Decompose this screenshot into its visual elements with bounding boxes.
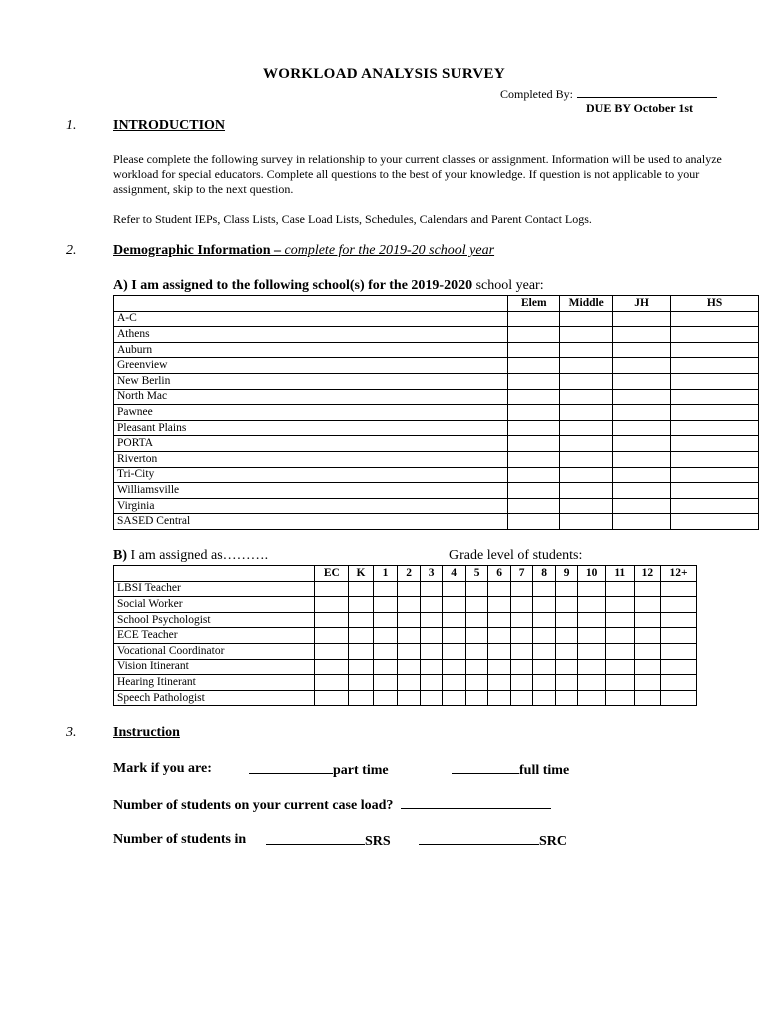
assignment-checkbox-cell[interactable] — [533, 581, 556, 597]
grade-level-label: Grade level of students: — [449, 548, 583, 563]
school-row-label: Williamsville — [114, 483, 508, 499]
assignment-table — [113, 565, 697, 706]
assignment-row-label: Vision Itinerant — [114, 659, 315, 675]
assignment-checkbox-cell[interactable] — [605, 597, 634, 613]
school-checkbox-cell[interactable] — [671, 358, 759, 374]
section-2-number: 2. — [66, 243, 77, 258]
assignment-checkbox-cell[interactable] — [420, 690, 443, 706]
assignment-col-header: 12 — [634, 566, 661, 582]
part-a-label-bold: A) I am assigned to the following school(s) for the 2019-2020 — [113, 278, 473, 293]
refer-paragraph: Refer to Student IEPs, Class Lists, Case Load Lists, Schedules, Calendars and Parent Contact Logs. — [113, 212, 592, 226]
assignment-checkbox-cell[interactable] — [398, 597, 421, 613]
assignment-checkbox-cell[interactable] — [578, 659, 606, 675]
school-checkbox-cell[interactable] — [508, 358, 560, 374]
assignment-checkbox-cell[interactable] — [578, 675, 606, 691]
src-blank[interactable] — [419, 832, 539, 845]
school-checkbox-cell[interactable] — [671, 483, 759, 499]
assignment-col-header: 6 — [488, 566, 511, 582]
school-row-label: Greenview — [114, 358, 508, 374]
page-title: WORKLOAD ANALYSIS SURVEY — [262, 66, 505, 82]
school-checkbox-cell[interactable] — [613, 514, 671, 530]
assignment-row — [114, 643, 697, 659]
assignment-col-header: 1 — [373, 566, 398, 582]
section-2-heading-italic: complete for the 2019-20 school year — [284, 243, 495, 258]
school-checkbox-cell[interactable] — [560, 451, 613, 467]
assignment-checkbox-cell[interactable] — [661, 675, 697, 691]
school-checkbox-cell[interactable] — [671, 389, 759, 405]
assignment-row-label: Speech Pathologist — [114, 690, 315, 706]
school-row-label: A-C — [114, 311, 508, 327]
assignment-checkbox-cell[interactable] — [420, 597, 443, 613]
assignment-checkbox-cell[interactable] — [488, 675, 511, 691]
school-checkbox-cell[interactable] — [560, 311, 613, 327]
assignment-checkbox-cell[interactable] — [661, 597, 697, 613]
assignment-row — [114, 675, 697, 691]
school-checkbox-cell[interactable] — [560, 467, 613, 483]
school-checkbox-cell[interactable] — [508, 436, 560, 452]
assignment-checkbox-cell[interactable] — [443, 690, 466, 706]
assignment-checkbox-cell[interactable] — [605, 690, 634, 706]
assignment-checkbox-cell[interactable] — [555, 675, 578, 691]
school-row — [114, 342, 759, 358]
intro-paragraph: Please complete the following survey in relationship to your current classes or assignment. Information will be used to analyze workload for special educators. Complete all questions to the best of your knowledge. If question is not applicable to your assignment, skip to the next question. — [113, 152, 722, 196]
school-checkbox-cell[interactable] — [671, 311, 759, 327]
school-row — [114, 358, 759, 374]
assignment-checkbox-cell[interactable] — [488, 612, 511, 628]
school-row — [114, 389, 759, 405]
students-in-label: Number of students in — [113, 832, 247, 847]
assignment-checkbox-cell[interactable] — [555, 612, 578, 628]
school-row-label: Tri-City — [114, 467, 508, 483]
school-checkbox-cell[interactable] — [613, 342, 671, 358]
assignment-checkbox-cell[interactable] — [443, 612, 466, 628]
part-b-label-bold: B) — [113, 548, 127, 563]
assignment-checkbox-cell[interactable] — [488, 628, 511, 644]
assignment-checkbox-cell[interactable] — [661, 612, 697, 628]
assignment-checkbox-cell[interactable] — [661, 690, 697, 706]
school-checkbox-cell[interactable] — [508, 327, 560, 343]
assignment-checkbox-cell[interactable] — [578, 690, 606, 706]
assignment-checkbox-cell[interactable] — [315, 690, 349, 706]
school-checkbox-cell[interactable] — [613, 358, 671, 374]
assignment-checkbox-cell[interactable] — [555, 659, 578, 675]
assignment-col-header: 9 — [555, 566, 578, 582]
school-checkbox-cell[interactable] — [671, 373, 759, 389]
assignment-col-header: 11 — [605, 566, 634, 582]
assignment-checkbox-cell[interactable] — [315, 581, 349, 597]
assignment-checkbox-cell[interactable] — [661, 643, 697, 659]
full-time-option — [452, 761, 569, 779]
school-row-label: SASED Central — [114, 514, 508, 530]
school-row-label: Pleasant Plains — [114, 420, 508, 436]
assignment-checkbox-cell[interactable] — [373, 659, 398, 675]
assignment-col-header: K — [349, 566, 374, 582]
school-checkbox-cell[interactable] — [508, 373, 560, 389]
school-checkbox-cell[interactable] — [560, 342, 613, 358]
assignment-row-label: LBSI Teacher — [114, 581, 315, 597]
schools-table-corner — [114, 296, 508, 312]
assignment-checkbox-cell[interactable] — [578, 628, 606, 644]
school-checkbox-cell[interactable] — [671, 498, 759, 514]
section-3-number: 3. — [66, 725, 77, 740]
assignment-col-header: 12+ — [661, 566, 697, 582]
assignment-checkbox-cell[interactable] — [349, 581, 374, 597]
school-checkbox-cell[interactable] — [508, 405, 560, 421]
assignment-checkbox-cell[interactable] — [555, 581, 578, 597]
caseload-question — [113, 796, 551, 814]
school-checkbox-cell[interactable] — [560, 483, 613, 499]
school-checkbox-cell[interactable] — [613, 373, 671, 389]
assignment-row-label: School Psychologist — [114, 612, 315, 628]
school-checkbox-cell[interactable] — [560, 405, 613, 421]
school-checkbox-cell[interactable] — [560, 514, 613, 530]
part-b-label — [113, 548, 268, 564]
school-checkbox-cell[interactable] — [613, 405, 671, 421]
assignment-checkbox-cell[interactable] — [443, 597, 466, 613]
school-checkbox-cell[interactable] — [508, 389, 560, 405]
assignment-checkbox-cell[interactable] — [420, 675, 443, 691]
assignment-checkbox-cell[interactable] — [315, 643, 349, 659]
school-checkbox-cell[interactable] — [560, 498, 613, 514]
assignment-checkbox-cell[interactable] — [349, 643, 374, 659]
assignment-checkbox-cell[interactable] — [533, 597, 556, 613]
school-checkbox-cell[interactable] — [671, 467, 759, 483]
assignment-checkbox-cell[interactable] — [634, 597, 661, 613]
school-checkbox-cell[interactable] — [560, 420, 613, 436]
school-checkbox-cell[interactable] — [671, 327, 759, 343]
assignment-checkbox-cell[interactable] — [349, 690, 374, 706]
section-3-heading: Instruction — [113, 725, 180, 740]
assignment-checkbox-cell[interactable] — [465, 675, 488, 691]
school-checkbox-cell[interactable] — [508, 311, 560, 327]
assignment-checkbox-cell[interactable] — [634, 628, 661, 644]
school-checkbox-cell[interactable] — [613, 420, 671, 436]
assignment-checkbox-cell[interactable] — [465, 628, 488, 644]
school-row — [114, 467, 759, 483]
school-row-label: Athens — [114, 327, 508, 343]
school-checkbox-cell[interactable] — [613, 451, 671, 467]
assignment-checkbox-cell[interactable] — [510, 628, 533, 644]
assignment-checkbox-cell[interactable] — [634, 581, 661, 597]
assignment-checkbox-cell[interactable] — [420, 643, 443, 659]
assignment-row — [114, 581, 697, 597]
assignment-checkbox-cell[interactable] — [349, 612, 374, 628]
school-row — [114, 483, 759, 499]
assignment-checkbox-cell[interactable] — [533, 690, 556, 706]
school-checkbox-cell[interactable] — [560, 436, 613, 452]
assignment-col-header: 2 — [398, 566, 421, 582]
assignment-checkbox-cell[interactable] — [578, 612, 606, 628]
assignment-checkbox-cell[interactable] — [634, 612, 661, 628]
assignment-checkbox-cell[interactable] — [349, 628, 374, 644]
completed-by-label: Completed By: — [500, 87, 573, 101]
assignment-checkbox-cell[interactable] — [634, 675, 661, 691]
school-checkbox-cell[interactable] — [613, 483, 671, 499]
assignment-col-header: 4 — [443, 566, 466, 582]
section-2-heading-bold: Demographic Information – — [113, 243, 285, 258]
assignment-checkbox-cell[interactable] — [315, 612, 349, 628]
part-a-label — [113, 278, 544, 294]
assignment-checkbox-cell[interactable] — [465, 643, 488, 659]
assignment-checkbox-cell[interactable] — [373, 690, 398, 706]
assignment-col-header: 3 — [420, 566, 443, 582]
school-checkbox-cell[interactable] — [671, 436, 759, 452]
school-checkbox-cell[interactable] — [508, 342, 560, 358]
assignment-checkbox-cell[interactable] — [420, 581, 443, 597]
assignment-checkbox-cell[interactable] — [555, 690, 578, 706]
assignment-checkbox-cell[interactable] — [488, 581, 511, 597]
school-col-header: Middle — [560, 296, 613, 312]
school-row-label: Riverton — [114, 451, 508, 467]
school-row-label: Pawnee — [114, 405, 508, 421]
assignment-col-header: 7 — [510, 566, 533, 582]
assignment-checkbox-cell[interactable] — [398, 612, 421, 628]
assignment-checkbox-cell[interactable] — [634, 643, 661, 659]
assignment-checkbox-cell[interactable] — [398, 628, 421, 644]
assignment-checkbox-cell[interactable] — [510, 597, 533, 613]
assignment-checkbox-cell[interactable] — [578, 597, 606, 613]
school-checkbox-cell[interactable] — [560, 389, 613, 405]
assignment-checkbox-cell[interactable] — [349, 659, 374, 675]
srs-label: SRS — [365, 834, 391, 849]
school-row — [114, 436, 759, 452]
assignment-checkbox-cell[interactable] — [315, 628, 349, 644]
assignment-checkbox-cell[interactable] — [661, 581, 697, 597]
school-row — [114, 327, 759, 343]
school-checkbox-cell[interactable] — [508, 514, 560, 530]
assignment-checkbox-cell[interactable] — [634, 690, 661, 706]
assignment-checkbox-cell[interactable] — [315, 675, 349, 691]
assignment-checkbox-cell[interactable] — [443, 675, 466, 691]
caseload-label: Number of students on your current case load? — [113, 798, 394, 813]
assignment-checkbox-cell[interactable] — [443, 628, 466, 644]
assignment-checkbox-cell[interactable] — [605, 643, 634, 659]
assignment-checkbox-cell[interactable] — [510, 690, 533, 706]
assignment-row — [114, 690, 697, 706]
assignment-checkbox-cell[interactable] — [465, 690, 488, 706]
assignment-checkbox-cell[interactable] — [398, 675, 421, 691]
completed-by-line[interactable] — [577, 86, 717, 98]
assignment-checkbox-cell[interactable] — [373, 675, 398, 691]
assignment-checkbox-cell[interactable] — [373, 643, 398, 659]
assignment-checkbox-cell[interactable] — [373, 612, 398, 628]
assignment-checkbox-cell[interactable] — [510, 612, 533, 628]
assignment-checkbox-cell[interactable] — [349, 675, 374, 691]
assignment-checkbox-cell[interactable] — [510, 659, 533, 675]
school-checkbox-cell[interactable] — [671, 451, 759, 467]
src-label: SRC — [539, 834, 568, 849]
school-row-label: North Mac — [114, 389, 508, 405]
school-checkbox-cell[interactable] — [508, 420, 560, 436]
assignment-row-label: Hearing Itinerant — [114, 675, 315, 691]
assignment-checkbox-cell[interactable] — [488, 659, 511, 675]
school-checkbox-cell[interactable] — [560, 327, 613, 343]
school-checkbox-cell[interactable] — [671, 405, 759, 421]
assignment-checkbox-cell[interactable] — [533, 659, 556, 675]
assignment-checkbox-cell[interactable] — [634, 659, 661, 675]
assignment-checkbox-cell[interactable] — [420, 659, 443, 675]
assignment-row — [114, 612, 697, 628]
assignment-checkbox-cell[interactable] — [533, 643, 556, 659]
assignment-checkbox-cell[interactable] — [510, 581, 533, 597]
part-time-blank[interactable] — [249, 761, 333, 774]
school-row-label: PORTA — [114, 436, 508, 452]
assignment-checkbox-cell[interactable] — [555, 628, 578, 644]
part-a-label-rest: school year: — [472, 278, 544, 293]
school-checkbox-cell[interactable] — [613, 498, 671, 514]
assignment-checkbox-cell[interactable] — [398, 690, 421, 706]
school-checkbox-cell[interactable] — [613, 311, 671, 327]
school-row — [114, 311, 759, 327]
section-1-number: 1. — [66, 118, 77, 133]
srs-option — [266, 832, 391, 850]
mark-label: Mark if you are: — [113, 761, 212, 776]
school-col-header: HS — [671, 296, 759, 312]
assignment-checkbox-cell[interactable] — [605, 581, 634, 597]
assignment-checkbox-cell[interactable] — [373, 581, 398, 597]
assignment-row-label: Vocational Coordinator — [114, 643, 315, 659]
assignment-checkbox-cell[interactable] — [398, 581, 421, 597]
school-row-label: Virginia — [114, 498, 508, 514]
assignment-checkbox-cell[interactable] — [661, 628, 697, 644]
part-time-label: part time — [333, 763, 389, 778]
assignment-row-label: ECE Teacher — [114, 628, 315, 644]
assignment-checkbox-cell[interactable] — [420, 628, 443, 644]
assignment-checkbox-cell[interactable] — [315, 597, 349, 613]
section-1-heading: INTRODUCTION — [113, 118, 226, 133]
assignment-checkbox-cell[interactable] — [398, 643, 421, 659]
school-row — [114, 405, 759, 421]
assignment-checkbox-cell[interactable] — [510, 675, 533, 691]
caseload-blank[interactable] — [401, 796, 551, 809]
school-checkbox-cell[interactable] — [613, 327, 671, 343]
srs-blank[interactable] — [266, 832, 365, 845]
assignment-col-header: EC — [315, 566, 349, 582]
school-row-label: New Berlin — [114, 373, 508, 389]
completed-by — [500, 86, 717, 102]
assignment-checkbox-cell[interactable] — [465, 612, 488, 628]
assignment-checkbox-cell[interactable] — [533, 628, 556, 644]
assignment-checkbox-cell[interactable] — [605, 628, 634, 644]
assignment-checkbox-cell[interactable] — [488, 690, 511, 706]
part-b-label-rest: I am assigned as………. — [127, 548, 269, 563]
assignment-checkbox-cell[interactable] — [349, 597, 374, 613]
assignment-checkbox-cell[interactable] — [420, 612, 443, 628]
assignment-row — [114, 597, 697, 613]
assignment-checkbox-cell[interactable] — [488, 643, 511, 659]
school-checkbox-cell[interactable] — [508, 467, 560, 483]
assignment-checkbox-cell[interactable] — [443, 643, 466, 659]
assignment-checkbox-cell[interactable] — [465, 659, 488, 675]
school-checkbox-cell[interactable] — [508, 483, 560, 499]
assignment-checkbox-cell[interactable] — [465, 581, 488, 597]
school-checkbox-cell[interactable] — [560, 373, 613, 389]
assignment-row — [114, 659, 697, 675]
assignment-table-corner — [114, 566, 315, 582]
assignment-checkbox-cell[interactable] — [465, 597, 488, 613]
assignment-col-header: 10 — [578, 566, 606, 582]
school-row — [114, 451, 759, 467]
part-time-option — [249, 761, 389, 779]
assignment-checkbox-cell[interactable] — [510, 643, 533, 659]
src-option — [419, 832, 567, 850]
school-checkbox-cell[interactable] — [508, 451, 560, 467]
section-2-heading — [113, 243, 494, 259]
assignment-checkbox-cell[interactable] — [315, 659, 349, 675]
assignment-checkbox-cell[interactable] — [578, 643, 606, 659]
assignment-checkbox-cell[interactable] — [488, 597, 511, 613]
school-checkbox-cell[interactable] — [671, 342, 759, 358]
school-row — [114, 420, 759, 436]
school-checkbox-cell[interactable] — [508, 498, 560, 514]
assignment-row-label: Social Worker — [114, 597, 315, 613]
assignment-checkbox-cell[interactable] — [555, 643, 578, 659]
schools-table — [113, 295, 759, 530]
assignment-checkbox-cell[interactable] — [443, 581, 466, 597]
assignment-checkbox-cell[interactable] — [605, 675, 634, 691]
assignment-table-header — [114, 566, 697, 582]
assignment-checkbox-cell[interactable] — [373, 628, 398, 644]
assignment-checkbox-cell[interactable] — [605, 612, 634, 628]
assignment-checkbox-cell[interactable] — [533, 675, 556, 691]
school-row-label: Auburn — [114, 342, 508, 358]
school-checkbox-cell[interactable] — [671, 420, 759, 436]
school-col-header: JH — [613, 296, 671, 312]
school-checkbox-cell[interactable] — [613, 389, 671, 405]
assignment-checkbox-cell[interactable] — [555, 597, 578, 613]
assignment-row — [114, 628, 697, 644]
full-time-label: full time — [519, 763, 570, 778]
assignment-checkbox-cell[interactable] — [398, 659, 421, 675]
schools-table-header — [114, 296, 759, 312]
school-checkbox-cell[interactable] — [613, 467, 671, 483]
assignment-checkbox-cell[interactable] — [661, 659, 697, 675]
school-checkbox-cell[interactable] — [671, 514, 759, 530]
assignment-checkbox-cell[interactable] — [373, 597, 398, 613]
full-time-blank[interactable] — [452, 761, 519, 774]
assignment-checkbox-cell[interactable] — [533, 612, 556, 628]
assignment-checkbox-cell[interactable] — [578, 581, 606, 597]
assignment-col-header: 5 — [465, 566, 488, 582]
school-row — [114, 373, 759, 389]
assignment-checkbox-cell[interactable] — [605, 659, 634, 675]
due-by: DUE BY October 1st — [586, 101, 693, 115]
assignment-checkbox-cell[interactable] — [443, 659, 466, 675]
school-row — [114, 514, 759, 530]
assignment-col-header: 8 — [533, 566, 556, 582]
school-checkbox-cell[interactable] — [613, 436, 671, 452]
school-row — [114, 498, 759, 514]
school-checkbox-cell[interactable] — [560, 358, 613, 374]
school-col-header: Elem — [508, 296, 560, 312]
